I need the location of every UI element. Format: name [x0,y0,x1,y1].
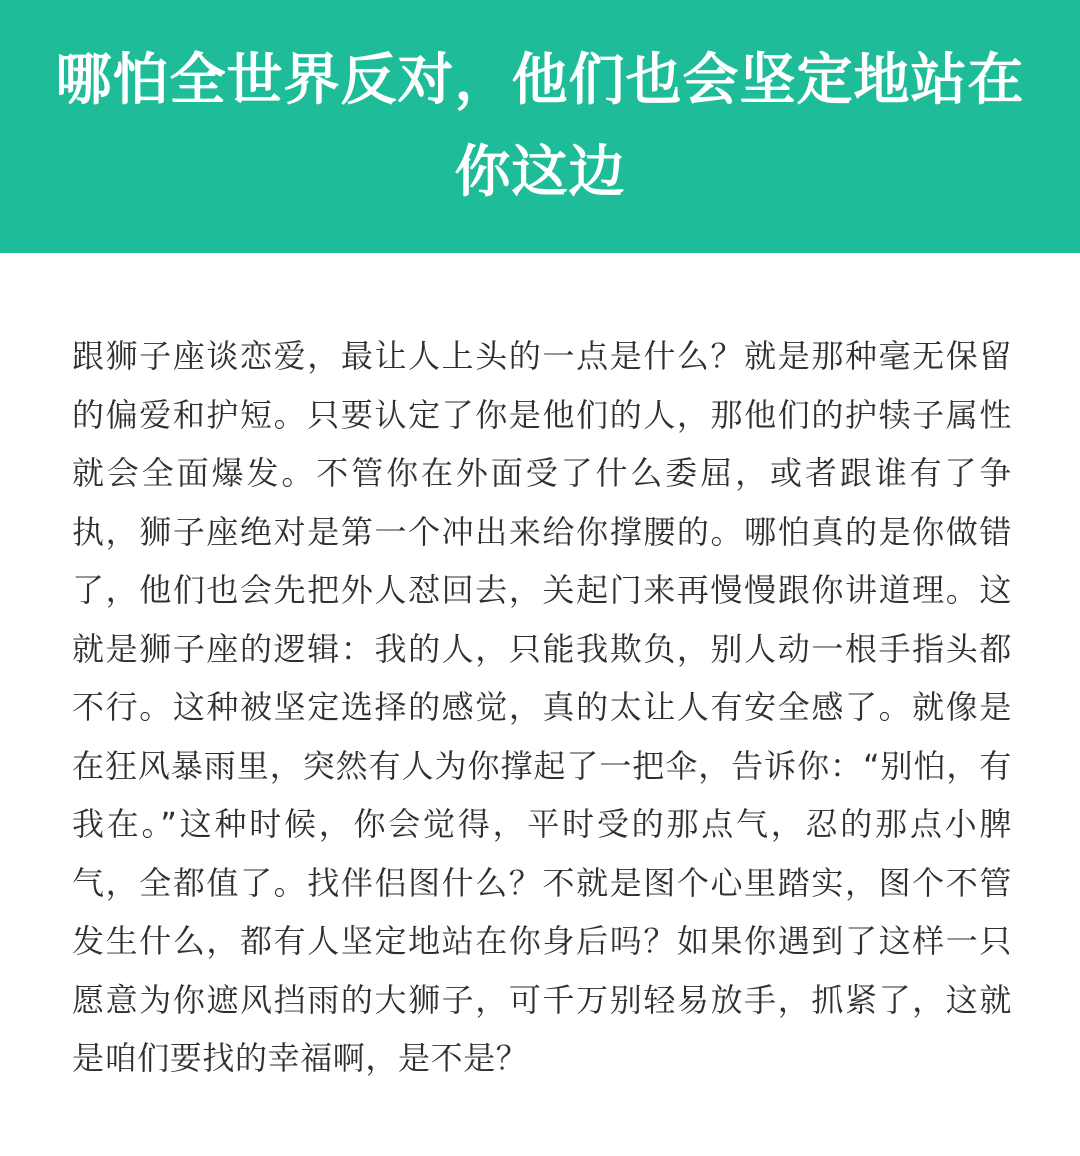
title-banner [0,0,1080,253]
page-title: 哪怕全世界反对，他们也会坚定地站在你这边 [55,47,1025,205]
article-body [72,327,1012,1088]
article-paragraph: 跟狮子座谈恋爱，最让人上头的一点是什么？就是那种毫无保留的偏爱和护短。只要认定了你是他们的人，那他们的护犊子属性就会全面爆发。不管你在外面受了什么委屈，或者跟谁有了争执，狮子座绝对是第一个冲出来给你撑腰的。哪怕真的是你做错了，他们也会先把外人怼回去，关起门来再慢慢跟你讲道理。这就是狮子座的逻辑：我的人，只能我欺负，别人动一根手指头都不行。这种被坚定选择的感觉，真的太让人有安全感了。就像是在狂风暴雨里，突然有人为你撑起了一把伞，告诉你：“别怕，有我在。”这种时候，你会觉得，平时受的那点气，忍的那点小脾气，全都值了。找伴侣图什么？不就是图个心里踏实，图个不管发生什么，都有人坚定地站在你身后吗？如果你遇到了这样一只愿意为你遮风挡雨的大狮子，可千万别轻易放手，抓紧了，这就是咱们要找的幸福啊，是不是？ [72,337,1012,1077]
